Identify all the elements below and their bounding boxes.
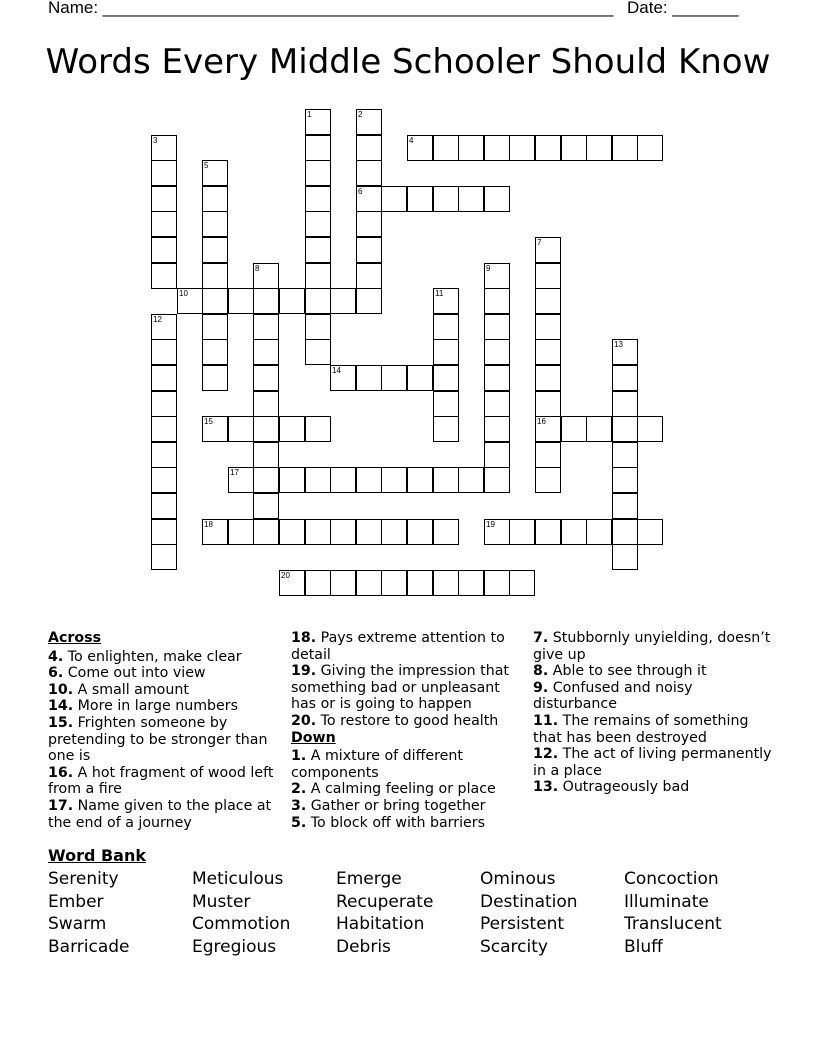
crossword-cell[interactable] <box>612 135 638 161</box>
clue-number: 4. <box>48 648 64 665</box>
clue-number: 11 <box>435 289 444 298</box>
word-bank-word: Concoction <box>624 869 719 890</box>
crossword-cell[interactable] <box>305 186 331 212</box>
clue-item <box>533 713 773 746</box>
clue-item <box>48 798 280 831</box>
clue-number: 2 <box>358 110 363 119</box>
clue-item <box>533 779 773 796</box>
crossword-cell[interactable] <box>484 263 510 289</box>
clue-number: 20 <box>281 571 290 580</box>
clue-number: 11. <box>533 712 559 729</box>
clue-number: 18 <box>204 520 213 529</box>
clue-text: To restore to good health <box>316 712 499 729</box>
clue-text: Able to see through it <box>548 663 707 680</box>
clue-item <box>291 798 523 815</box>
crossword-cell[interactable] <box>561 519 587 545</box>
crossword-cell[interactable] <box>458 135 484 161</box>
clue-number: 8. <box>533 663 549 680</box>
crossword-cell[interactable] <box>253 263 279 289</box>
crossword-cell[interactable] <box>356 237 382 263</box>
crossword-cell[interactable] <box>612 519 638 545</box>
clue-number: 18. <box>291 630 317 646</box>
crossword-cell[interactable] <box>356 519 382 545</box>
crossword-cell[interactable] <box>433 519 459 545</box>
clue-number: 8 <box>255 264 260 273</box>
crossword-cell[interactable] <box>202 237 228 263</box>
clue-number: 13 <box>614 340 623 349</box>
crossword-cell[interactable] <box>484 339 510 365</box>
clue-number: 15. <box>48 714 74 731</box>
crossword-cell[interactable] <box>509 135 535 161</box>
crossword-cell[interactable] <box>151 314 177 340</box>
crossword-cell[interactable] <box>407 365 433 391</box>
word-bank-heading: Word Bank <box>48 846 147 865</box>
crossword-cell[interactable] <box>586 519 612 545</box>
clue-number: 12. <box>533 746 559 763</box>
crossword-cell[interactable] <box>305 467 331 493</box>
crossword-cell[interactable] <box>484 519 510 545</box>
word-bank-word: Emerge <box>336 869 402 890</box>
clue-number: 19. <box>291 663 317 680</box>
word-bank-word: Commotion <box>192 914 291 935</box>
clue-number: 1. <box>291 748 307 765</box>
crossword-cell[interactable] <box>586 135 612 161</box>
crossword-cell[interactable] <box>612 467 638 493</box>
crossword-cell[interactable] <box>151 135 177 161</box>
crossword-cell[interactable] <box>279 288 305 314</box>
crossword-cell[interactable] <box>381 186 407 212</box>
crossword-cell[interactable] <box>151 339 177 365</box>
clue-number: 17 <box>230 468 239 477</box>
crossword-cell[interactable] <box>151 160 177 186</box>
crossword-cell[interactable] <box>356 467 382 493</box>
clue-text: The remains of something that has been destroyed <box>533 712 749 746</box>
crossword-cell[interactable] <box>356 186 382 212</box>
clue-number: 9. <box>533 679 549 696</box>
clue-number: 5. <box>291 814 307 831</box>
date-field[interactable]: Date: _______ <box>627 0 739 17</box>
crossword-cell[interactable] <box>202 365 228 391</box>
crossword-cell[interactable] <box>535 365 561 391</box>
crossword-cell[interactable] <box>253 288 279 314</box>
crossword-cell[interactable] <box>381 365 407 391</box>
crossword-cell[interactable] <box>305 109 331 135</box>
clue-text: Giving the impression that something bad or unpleasant has or is going to happen <box>291 663 509 713</box>
word-bank-row <box>48 868 768 891</box>
word-bank-row <box>48 913 768 936</box>
clue-number: 20. <box>291 712 317 729</box>
clue-text: Stubbornly unyielding, doesn’t give up <box>533 630 771 663</box>
clues-column-3 <box>533 630 773 796</box>
crossword-cell[interactable] <box>433 186 459 212</box>
crossword-cell[interactable] <box>305 263 331 289</box>
crossword-cell[interactable] <box>177 288 203 314</box>
crossword-cell[interactable] <box>151 467 177 493</box>
crossword-cell[interactable] <box>535 314 561 340</box>
down-heading: Down <box>291 729 336 746</box>
crossword-cell[interactable] <box>151 263 177 289</box>
crossword-cell[interactable] <box>279 570 305 596</box>
crossword-cell[interactable] <box>253 339 279 365</box>
crossword-cell[interactable] <box>535 391 561 417</box>
crossword-cell[interactable] <box>228 416 254 442</box>
crossword-cell[interactable] <box>253 442 279 468</box>
clue-item <box>533 680 773 713</box>
crossword-cell[interactable] <box>612 365 638 391</box>
crossword-cell[interactable] <box>433 467 459 493</box>
crossword-cell[interactable] <box>407 519 433 545</box>
crossword-cell[interactable] <box>509 570 535 596</box>
word-bank-word: Recuperate <box>336 891 434 912</box>
clue-item <box>533 630 773 663</box>
crossword-cell[interactable] <box>330 288 356 314</box>
clue-text: Pays extreme attention to detail <box>291 630 505 663</box>
crossword-cell[interactable] <box>253 391 279 417</box>
crossword-cell[interactable] <box>433 416 459 442</box>
clue-number: 2. <box>291 781 307 798</box>
crossword-cell[interactable] <box>612 416 638 442</box>
crossword-cell[interactable] <box>586 416 612 442</box>
crossword-cell[interactable] <box>612 339 638 365</box>
crossword-cell[interactable] <box>202 288 228 314</box>
clue-number: 14. <box>48 698 74 715</box>
clue-number: 14 <box>332 366 341 375</box>
crossword-cell[interactable] <box>484 570 510 596</box>
crossword-cell[interactable] <box>279 519 305 545</box>
crossword-cell[interactable] <box>535 442 561 468</box>
clue-item <box>48 665 280 682</box>
word-bank-word: Barricade <box>48 937 130 958</box>
clue-item <box>48 698 280 715</box>
clue-text: Gather or bring together <box>306 797 486 814</box>
crossword-cell[interactable] <box>356 570 382 596</box>
word-bank-row <box>48 891 768 914</box>
crossword-cell[interactable] <box>433 391 459 417</box>
crossword-cell[interactable] <box>407 467 433 493</box>
crossword-cell[interactable] <box>253 314 279 340</box>
crossword-cell[interactable] <box>637 519 663 545</box>
crossword-cell[interactable] <box>535 519 561 545</box>
clue-item <box>291 781 523 798</box>
crossword-cell[interactable] <box>151 519 177 545</box>
word-bank-word: Scarcity <box>480 937 548 958</box>
clue-text: More in large numbers <box>73 698 239 715</box>
crossword-cell[interactable] <box>484 365 510 391</box>
word-bank-word: Illuminate <box>624 891 709 912</box>
clue-number: 16. <box>48 764 74 781</box>
crossword-cell[interactable] <box>305 339 331 365</box>
crossword-cell[interactable] <box>458 570 484 596</box>
crossword-cell[interactable] <box>637 135 663 161</box>
crossword-cell[interactable] <box>356 288 382 314</box>
clue-item <box>533 663 773 680</box>
crossword-cell[interactable] <box>561 135 587 161</box>
clue-number: 3. <box>291 797 307 814</box>
crossword-cell[interactable] <box>612 493 638 519</box>
crossword-cell[interactable] <box>637 416 663 442</box>
crossword-cell[interactable] <box>433 570 459 596</box>
crossword-cell[interactable] <box>151 544 177 570</box>
crossword-cell[interactable] <box>433 314 459 340</box>
clue-text: To block off with barriers <box>306 814 485 831</box>
clues-column-2 <box>291 630 523 831</box>
crossword-cell[interactable] <box>151 186 177 212</box>
clue-number: 19 <box>486 520 495 529</box>
crossword-cell[interactable] <box>202 519 228 545</box>
clue-text: A mixture of different components <box>291 748 463 781</box>
clue-number: 7 <box>537 238 542 247</box>
crossword-cell[interactable] <box>433 288 459 314</box>
crossword-cell[interactable] <box>202 339 228 365</box>
word-bank-word: Destination <box>480 891 578 912</box>
clue-item <box>291 815 523 832</box>
word-bank-word: Ember <box>48 891 104 912</box>
clue-text: To enlighten, make clear <box>63 648 242 665</box>
crossword-cell[interactable] <box>356 365 382 391</box>
crossword-cell[interactable] <box>330 467 356 493</box>
crossword-cell[interactable] <box>509 519 535 545</box>
crossword-cell[interactable] <box>151 365 177 391</box>
crossword-cell[interactable] <box>484 135 510 161</box>
crossword-cell[interactable] <box>407 186 433 212</box>
clue-item <box>48 649 280 666</box>
clue-item <box>291 663 523 713</box>
word-bank-word: Translucent <box>624 914 722 935</box>
clue-text: A hot fragment of wood left from a fire <box>48 764 274 798</box>
crossword-cell[interactable] <box>202 160 228 186</box>
crossword-cell[interactable] <box>356 263 382 289</box>
clue-number: 15 <box>204 417 213 426</box>
crossword-cell[interactable] <box>535 467 561 493</box>
crossword-cell[interactable] <box>484 288 510 314</box>
clue-item <box>291 713 523 730</box>
crossword-cell[interactable] <box>253 365 279 391</box>
crossword-cell[interactable] <box>330 570 356 596</box>
word-bank-word: Debris <box>336 937 391 958</box>
page-title: Words Every Middle Schooler Should Know <box>45 42 771 82</box>
name-field[interactable]: Name: ______________________________________________________ <box>48 0 614 17</box>
crossword-cell[interactable] <box>535 237 561 263</box>
crossword-cell[interactable] <box>151 391 177 417</box>
crossword-cell[interactable] <box>407 135 433 161</box>
crossword-cell[interactable] <box>407 570 433 596</box>
crossword-cell[interactable] <box>356 160 382 186</box>
clue-text: Outrageously bad <box>558 779 690 796</box>
clue-number: 12 <box>153 315 162 324</box>
crossword-cell[interactable] <box>253 493 279 519</box>
crossword-cell[interactable] <box>484 391 510 417</box>
clue-text: The act of living permanently in a place <box>533 746 772 779</box>
crossword-cell[interactable] <box>202 263 228 289</box>
crossword-cell[interactable] <box>202 211 228 237</box>
crossword-cell[interactable] <box>330 365 356 391</box>
crossword-cell[interactable] <box>151 416 177 442</box>
crossword-cell[interactable] <box>253 467 279 493</box>
crossword-cell[interactable] <box>305 519 331 545</box>
clue-number: 3 <box>153 136 158 145</box>
crossword-cell[interactable] <box>151 442 177 468</box>
crossword-cell[interactable] <box>484 416 510 442</box>
crossword-cell[interactable] <box>433 135 459 161</box>
clue-text: Come out into view <box>63 665 206 682</box>
clue-item <box>48 715 280 765</box>
clue-number: 4 <box>409 136 414 145</box>
crossword-cell[interactable] <box>202 186 228 212</box>
crossword-cell[interactable] <box>253 416 279 442</box>
word-bank-row <box>48 936 768 959</box>
word-bank-word: Persistent <box>480 914 565 935</box>
crossword-cell[interactable] <box>305 135 331 161</box>
clue-number: 13. <box>533 779 559 796</box>
crossword-cell[interactable] <box>433 365 459 391</box>
clue-text: A small amount <box>73 681 189 698</box>
crossword-cell[interactable] <box>228 467 254 493</box>
clue-number: 9 <box>486 264 491 273</box>
crossword-cell[interactable] <box>279 416 305 442</box>
word-bank-word: Serenity <box>48 869 119 890</box>
word-bank-word: Swarm <box>48 914 107 935</box>
crossword-cell[interactable] <box>484 314 510 340</box>
crossword-cell[interactable] <box>381 570 407 596</box>
clue-number: 1 <box>307 110 312 119</box>
clue-number: 10. <box>48 681 74 698</box>
clue-number: 5 <box>204 161 209 170</box>
word-bank-word: Meticulous <box>192 869 284 890</box>
crossword-cell[interactable] <box>228 288 254 314</box>
clue-item <box>291 630 523 663</box>
crossword-cell[interactable] <box>484 467 510 493</box>
word-bank <box>48 868 768 958</box>
crossword-cell[interactable] <box>356 135 382 161</box>
crossword-cell[interactable] <box>305 570 331 596</box>
clues-column-1 <box>48 630 280 831</box>
clue-number: 17. <box>48 797 74 814</box>
crossword-cell[interactable] <box>305 160 331 186</box>
across-heading: Across <box>48 630 102 646</box>
crossword-cell[interactable] <box>305 416 331 442</box>
crossword-cell[interactable] <box>151 237 177 263</box>
crossword-cell[interactable] <box>433 339 459 365</box>
crossword-cell[interactable] <box>535 339 561 365</box>
crossword-cell[interactable] <box>535 135 561 161</box>
crossword-cell[interactable] <box>253 519 279 545</box>
crossword-cell[interactable] <box>612 442 638 468</box>
word-bank-word: Egregious <box>192 937 277 958</box>
clue-item <box>291 748 523 781</box>
crossword-cell[interactable] <box>330 519 356 545</box>
crossword-cell[interactable] <box>612 391 638 417</box>
crossword-cell[interactable] <box>484 186 510 212</box>
clue-number: 6. <box>48 665 64 682</box>
crossword-cell[interactable] <box>151 493 177 519</box>
clue-text: Confused and noisy disturbance <box>533 679 693 713</box>
crossword-cell[interactable] <box>305 211 331 237</box>
clue-number: 7. <box>533 630 549 646</box>
crossword-cell[interactable] <box>151 211 177 237</box>
clue-number: 10 <box>179 289 188 298</box>
crossword-cell[interactable] <box>535 263 561 289</box>
crossword-cell[interactable] <box>305 288 331 314</box>
crossword-cell[interactable] <box>228 519 254 545</box>
clue-item <box>533 746 773 779</box>
crossword-cell[interactable] <box>458 186 484 212</box>
word-bank-word: Bluff <box>624 937 663 958</box>
clue-number: 16 <box>537 417 546 426</box>
crossword-cell[interactable] <box>202 416 228 442</box>
clue-item <box>48 765 280 798</box>
clue-text: A calming feeling or place <box>306 781 496 798</box>
clue-number: 6 <box>358 187 363 196</box>
clue-text: Name given to the place at the end of a journey <box>48 797 272 831</box>
crossword-cell[interactable] <box>305 237 331 263</box>
crossword-cell[interactable] <box>612 544 638 570</box>
crossword-cell[interactable] <box>381 467 407 493</box>
word-bank-word: Muster <box>192 891 251 912</box>
word-bank-word: Habitation <box>336 914 425 935</box>
clue-text: Frighten someone by pretending to be stronger than one is <box>48 714 268 765</box>
crossword-cell[interactable] <box>458 467 484 493</box>
crossword-cell[interactable] <box>279 467 305 493</box>
crossword-cell[interactable] <box>535 288 561 314</box>
crossword-cell[interactable] <box>484 442 510 468</box>
crossword-cell[interactable] <box>202 314 228 340</box>
crossword-cell[interactable] <box>535 416 561 442</box>
crossword-cell[interactable] <box>561 416 587 442</box>
crossword-cell[interactable] <box>305 314 331 340</box>
crossword-cell[interactable] <box>381 519 407 545</box>
crossword-cell[interactable] <box>356 211 382 237</box>
crossword-cell[interactable] <box>356 109 382 135</box>
clue-item <box>48 682 280 699</box>
word-bank-word: Ominous <box>480 869 556 890</box>
